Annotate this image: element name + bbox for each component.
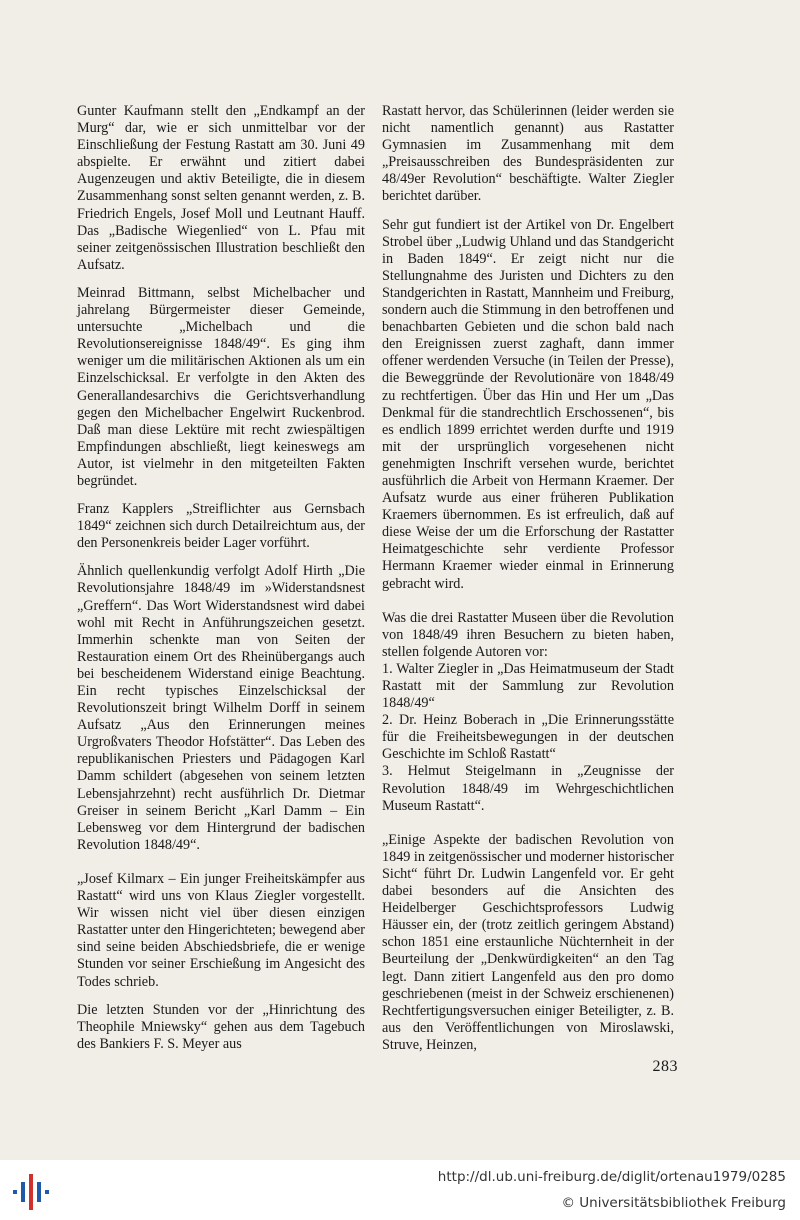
museum-item-1: 1. Walter Ziegler in „Das Heimatmuseum der Stadt Rastatt mit der Sammlung zur Revolution 1848/49“ <box>382 660 674 712</box>
paragraph-museen: Was die drei Rastatter Museen über die Revolution von 1848/49 ihren Besuchern zu bieten haben, stellen folgende Autoren vor: <box>382 609 674 660</box>
paragraph-strobel: Sehr gut fundiert ist der Artikel von Dr. Engelbert Strobel über „Ludwig Uhland und das Standgericht in Baden 1849“. Er zeigt nicht nur die Stellungnahme des Juristen und Dichters zu den Standgerichten in Rastatt, Mannheim und Freiburg, sondern auch die Stimmung in den betroffenen und benachbarten Gebieten und die schon bald nach den Ereignissen zuerst zaghaft, dann immer offener werdenden Versuche (in Teilen der Presse), die Beweggründe der Revolutionäre von 1848/49 zu rechtfertigen. Über das Hin und Her um „Das Denkmal für die standrechtlich Erschossenen“, bis es endlich 1899 errichtet werden durfte und 1919 mit der ursprünglich vorgesehenen nicht genehmigten Inschrift versehen wurde, berichtet ausführlich die Arbeit von Hermann Kraemer. Der Aufsatz wurde aus einer früheren Publikation Kraemers übernommen. Es ist erfreulich, daß auf diese Weise der um die Erforschung der Rastatter Heimatgeschichte sehr verdiente Professor Hermann Kraemer wieder einmal in Erinnerung gebracht wird. <box>382 216 674 592</box>
museum-item-3: 3. Helmut Steigelmann in „Zeugnisse der Revolution 1848/49 im Wehrgeschichtlichen Museum Rastatt“. <box>382 763 674 814</box>
footer-url-link[interactable]: http://dl.ub.uni-freiburg.de/diglit/ortenau1979/0285 <box>437 1169 786 1185</box>
paragraph-langenfeld: „Einige Aspekte der badischen Revolution von 1849 in zeitgenössischer und moderner historischer Sicht“ führt Dr. Ludwin Langenfeld vor. Er geht dabei besonders auf die Ansichten des Heidelberger Geschichtsprofessors Ludwig Häusser ein, der (trotz zeitlich geringem Abstand) schon 1851 eine erstaunliche Nüchternheit in der Beurteilung der „Denkwürdigkeiten“ an den Tag legt. Dann zitiert Langenfeld aus den pro domo geschriebenen (meist in der Schweiz erschienenen) Rechtfertigungsversuchen einiger Beteiligter, z. B. aus den Veröffentlichungen von Miroslawski, Struve, Heinzen, <box>382 831 674 1053</box>
footer-copyright: © Universitätsbibliothek Freiburg <box>561 1195 786 1211</box>
left-column <box>77 103 365 1064</box>
paragraph-kaufmann: Gunter Kaufmann stellt den „Endkampf an der Murg“ dar, wie er sich unmittelbar vor der Einschließung der Festung Rastatt am 30. Juni 49 abspielte. Er erwähnt und zitiert dabei Augenzeugen und aktiv Beteiligte, die in diesem Zusammenhang sonst selten genannt werden, z. B. Friedrich Engels, Josef Moll und Leutnant Hauff. Das „Badische Wiegenlied“ von L. Pfau mit seiner zeitgenössischen Illustration beschließt den Aufsatz. <box>77 103 365 273</box>
page-number: 283 <box>652 1058 678 1075</box>
museum-item-2: 2. Dr. Heinz Boberach in „Die Erinnerungsstätte für die Freiheitsbewegungen in der deutschen Geschichte im Schloß Rastatt“ <box>382 712 674 763</box>
paragraph-hirth: Ähnlich quellenkundig verfolgt Adolf Hirth „Die Revolutionsjahre 1848/49 im »Widerstandsnest „Greffern“. Das Wort Widerstandsnest wird dabei wohl mit Recht in Anführungszeichen gesetzt. Immerhin schenkte man von Seiten der Restauration einem Ort des Rheinübergangs auch bei bescheidenem Widerstand einige Beachtung. Ein recht typisches Einzelschicksal der Revolutionszeit bringt Wilhelm Dorff in seinem Aufsatz „Aus den Erinnerungen meines Urgroßvaters Theodor Hofstätter“. Das Leben des republikanischen Priesters und Pädagogen Karl Damm schildert (abgesehen von seinem letzten Lebensjahrzehnt) recht ausführlich Dr. Dietmar Greiser in seinem Bericht „Karl Damm – Ein Lebensweg vor dem Hintergrund der badischen Revolution 1848/49“. <box>77 563 365 853</box>
paragraph-kilmarx: „Josef Kilmarx – Ein junger Freiheitskämpfer aus Rastatt“ wird uns von Klaus Ziegler vorgestellt. Wir wissen nicht viel über diesen einzigen Rastatter unter den Hingerichteten; bewegend aber sind seine beiden Abschiedsbriefe, die er wenige Stunden vor seiner Erschießung im Angesicht des Todes schrieb. <box>77 870 365 990</box>
paragraph-bittmann: Meinrad Bittmann, selbst Michelbacher und jahrelang Bürgermeister dieser Gemeinde, untersuchte „Michelbach und die Revolutionsereignisse 1848/49“. Es ging ihm weniger um die militärischen Aktionen als um ein Einzelschicksal. Er verfolgte in den Akten des Generallandesarchivs die Gerichtsverhandlung gegen den Michelbacher Engelwirt Ruckenbrod. Daß man diese Lektüre mit recht zwiespältigen Empfindungen abschließt, liegt keineswegs am Autor, ist vielmehr in den mitgeteilten Fakten begründet. <box>77 284 365 489</box>
paragraph-schuelerinnen: Rastatt hervor, das Schülerinnen (leider werden sie nicht namentlich genannt) aus Rastatter Gymnasien im Zusammenhang mit dem „Preisausschreiben des Bundespräsidenten zur 48/49er Revolution“ beschäftigte. Walter Ziegler berichtet darüber. <box>382 103 674 205</box>
paragraph-mniewsky: Die letzten Stunden vor der „Hinrichtung des Theophile Mniewsky“ gehen aus dem Tagebuch des Bankiers F. S. Meyer aus <box>77 1001 365 1052</box>
library-logo-icon <box>10 1172 50 1212</box>
paragraph-kappler: Franz Kapplers „Streiflichter aus Gernsbach 1849“ zeichnen sich durch Detailreichtum aus, der den Personenkreis beider Lager vorführt. <box>77 501 365 552</box>
right-column <box>382 103 674 1065</box>
